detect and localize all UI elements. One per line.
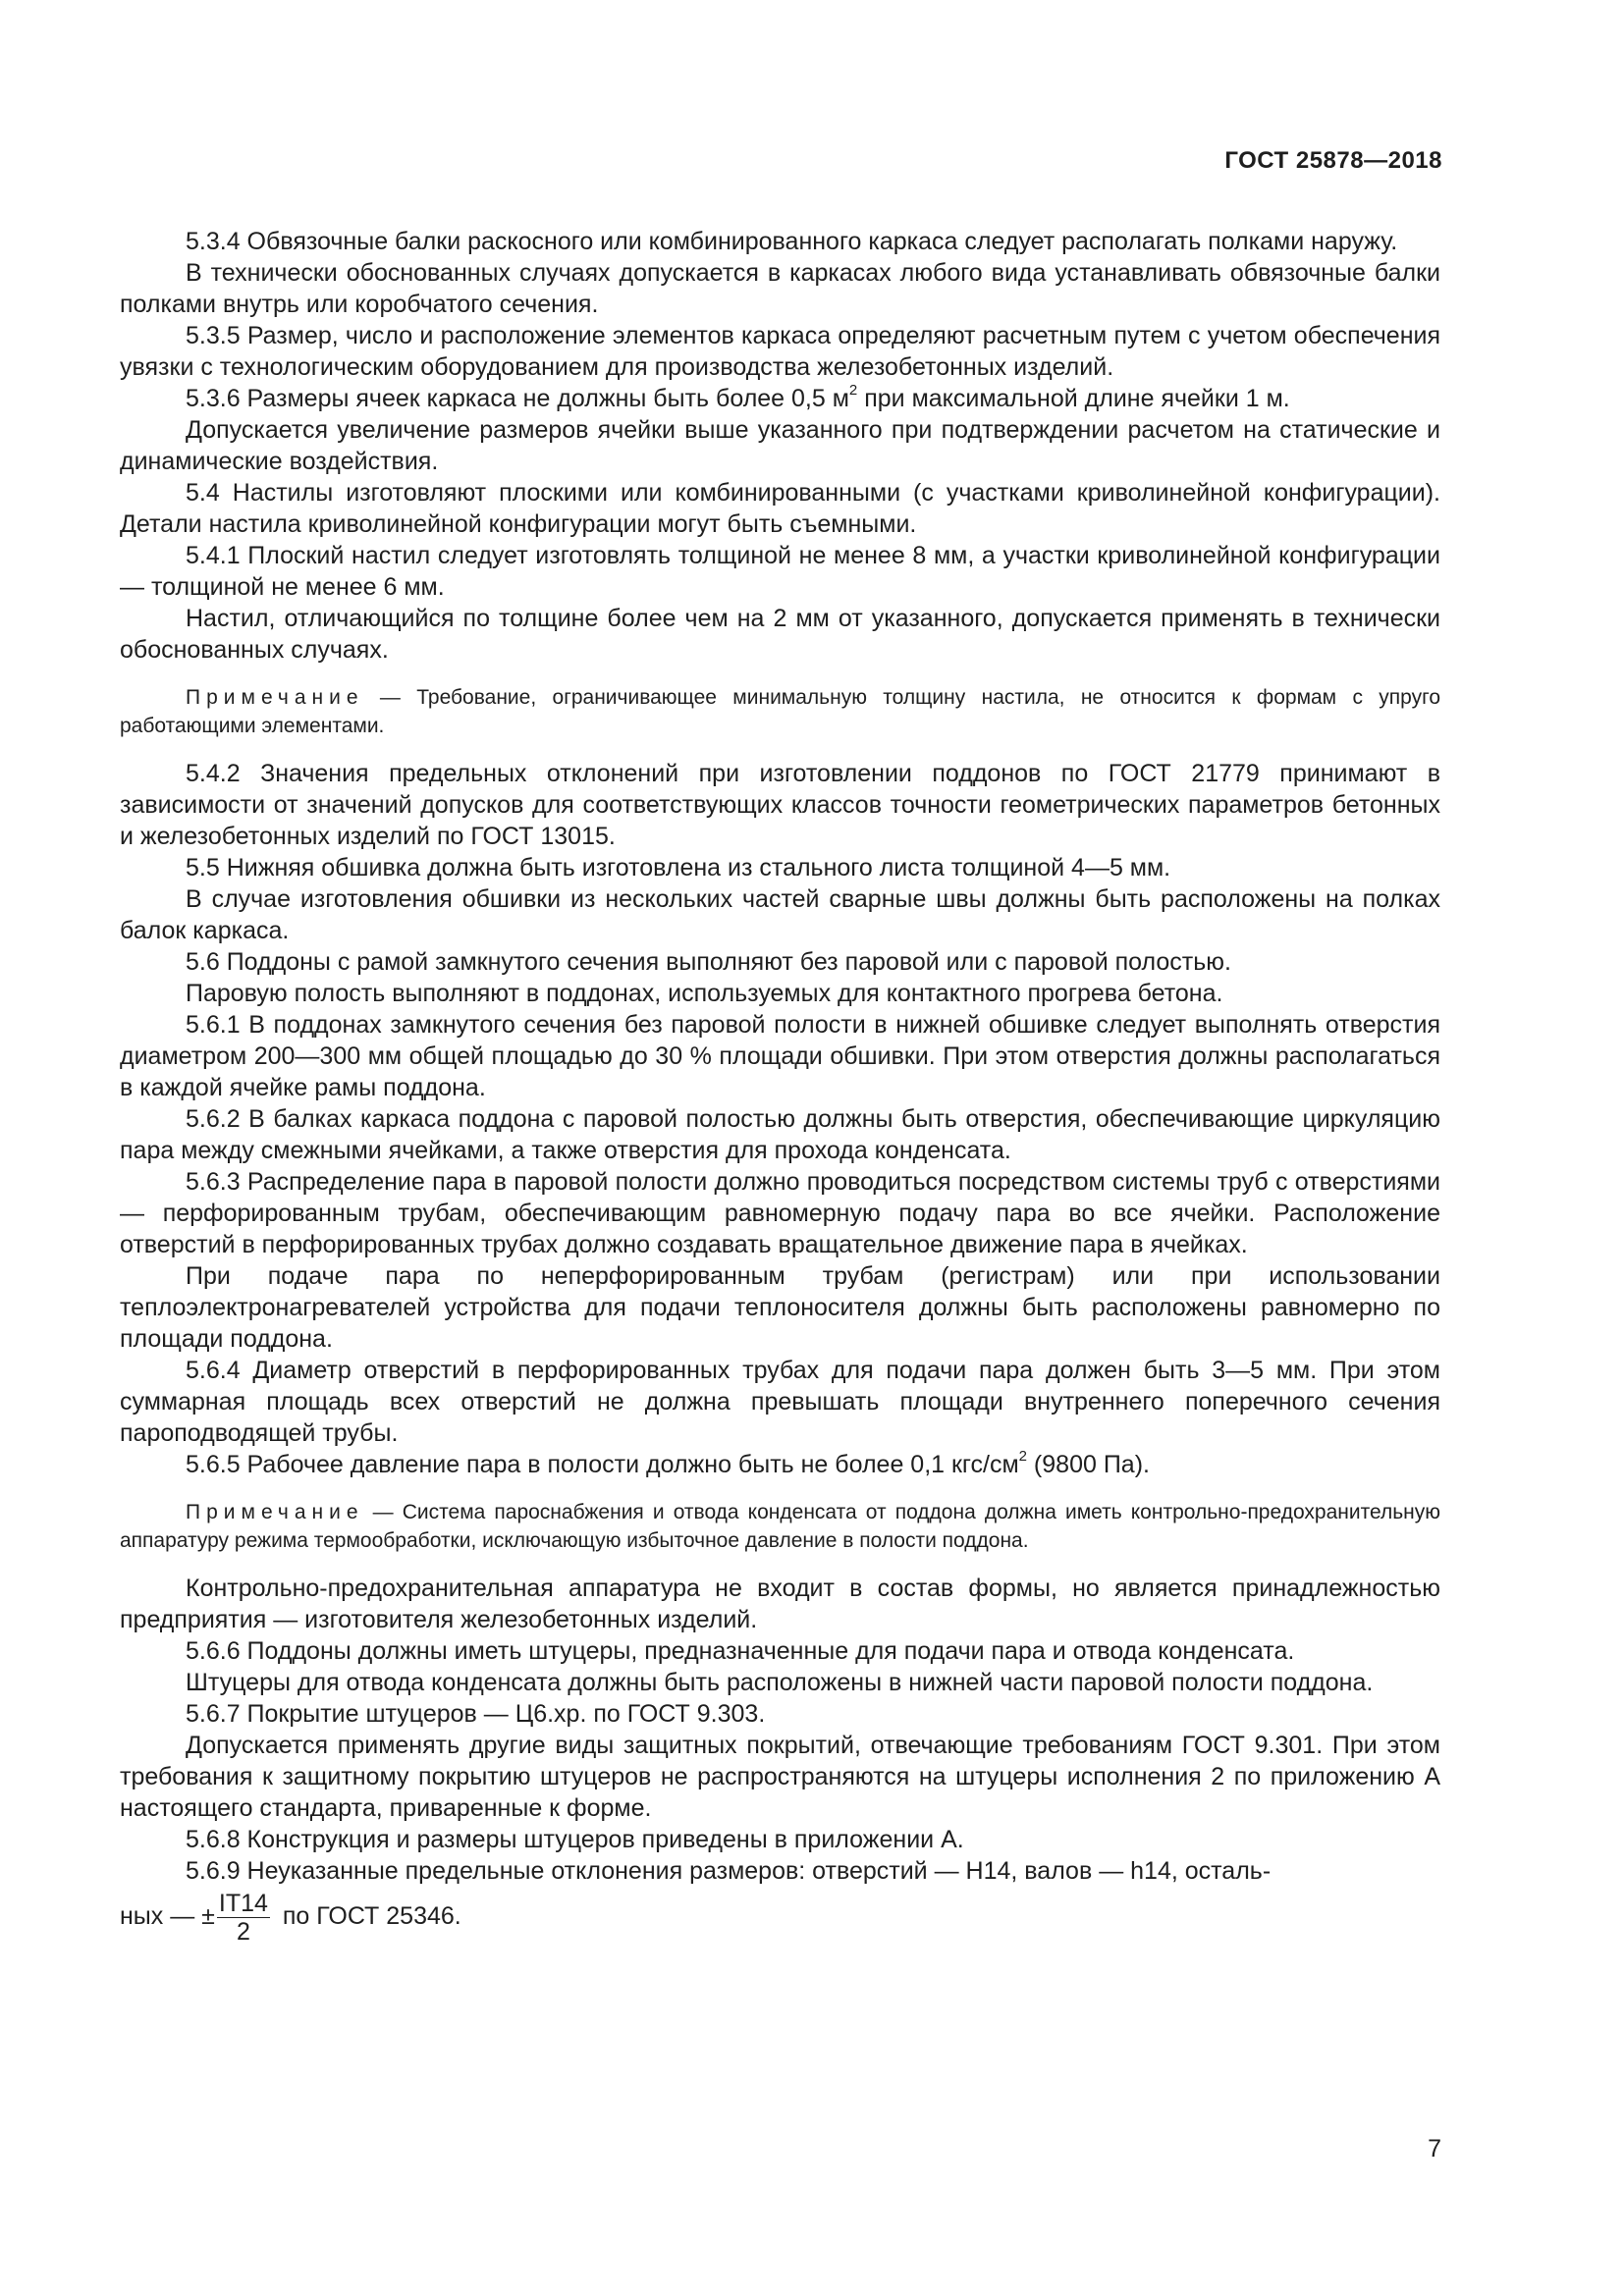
note-text: — Система пароснабжения и отвода конденсата от поддона должна иметь контрольно-предохранительную аппаратуру режима термообработки, исключающую избыточное давление в полости поддона. [120, 1501, 1440, 1552]
paragraph: В случае изготовления обшивки из нескольких частей сварные швы должны быть расположены на полках балок каркаса. [120, 885, 1440, 944]
fraction [217, 1890, 270, 1946]
paragraph-5-6-4: 5.6.4 Диаметр отверстий в перфорированных трубах для подачи пара должен быть 3—5 мм. При этом суммарная площадь всех отверстий не должна превышать площади внутреннего поперечного сечения пароподводящей трубы. [120, 1357, 1440, 1447]
page-number: 7 [1428, 2135, 1441, 2163]
fraction-numerator: IT14 [218, 1889, 268, 1917]
paragraph-5-6-6: 5.6.6 Поддоны должны иметь штуцеры, предназначенные для подачи пара и отвода конденсата. [186, 1637, 1295, 1665]
note-text: — Требование, ограничивающее минимальную толщину настила, не относится к формам с упруго работающими элементами. [120, 686, 1440, 737]
paragraph: Допускается увеличение размеров ячейки выше указанного при подтверждении расчетом на статические и динамические воздействия. [120, 416, 1440, 475]
text: (9800 Па). [1026, 1451, 1150, 1478]
text: при максимальной длине ячейки 1 м. [857, 385, 1290, 412]
formula-line [120, 1887, 1440, 1946]
paragraph: Настил, отличающийся по толщине более чем на 2 мм от указанного, допускается применять в технически обоснованных случаях. [120, 605, 1440, 664]
paragraph-5-6: 5.6 Поддоны с рамой замкнутого сечения выполняют без паровой или с паровой полостью. [186, 948, 1231, 976]
paragraph-5-3-5: 5.3.5 Размер, число и расположение элементов каркаса определяют расчетным путем с учетом обеспечения увязки с технологическим оборудованием для производства железобетонных изделий. [120, 322, 1440, 381]
paragraph: При подаче пара по неперфорированным трубам (регистрам) или при использовании теплоэлектронагревателей устройства для подачи теплоносителя должны быть расположены равномерно по площади поддона. [120, 1262, 1440, 1353]
document-header: ГОСТ 25878—2018 [1224, 147, 1442, 174]
paragraph-5-3-4: 5.3.4 Обвязочные балки раскосного или комбинированного каркаса следует располагать полками наружу. [186, 228, 1398, 255]
paragraph-5-6-1: 5.6.1 В поддонах замкнутого сечения без паровой полости в нижней обшивке следует выполнять отверстия диаметром 200—300 мм общей площадью до 30 % площади обшивки. При этом отверстия должны располагаться в каждой ячейке рамы поддона. [120, 1011, 1440, 1101]
paragraph: Паровую полость выполняют в поддонах, используемых для контактного прогрева бетона. [186, 980, 1223, 1007]
paragraph-5-5: 5.5 Нижняя обшивка должна быть изготовлена из стального листа толщиной 4—5 мм. [186, 854, 1171, 881]
note [120, 683, 1440, 740]
paragraph-5-4-1: 5.4.1 Плоский настил следует изготовлять толщиной не менее 8 мм, а участки криволинейной конфигурации — толщиной не менее 6 мм. [120, 542, 1440, 601]
paragraph-5-6-3: 5.6.3 Распределение пара в паровой полости должно проводиться посредством системы труб с отверстиями — перфорированным трубам, обеспечивающим равномерную подачу пара во все ячейки. Расположение отверстий в перфорированных трубах должно создавать вращательное движение пара в ячейках. [120, 1168, 1440, 1258]
note-label: Примечание [186, 686, 364, 709]
paragraph-5-6-2: 5.6.2 В балках каркаса поддона с паровой полостью должны быть отверстия, обеспечивающие циркуляцию пара между смежными ячейками, а также отверстия для прохода конденсата. [120, 1105, 1440, 1164]
paragraph-5-4: 5.4 Настилы изготовляют плоскими или комбинированными (с участками криволинейной конфигурации). Детали настила криволинейной конфигурации могут быть съемными. [120, 479, 1440, 538]
paragraph: Допускается применять другие виды защитных покрытий, отвечающие требованиям ГОСТ 9.301. При этом требования к защитному покрытию штуцеров не распространяются на штуцеры исполнения 2 по приложению А настоящего стандарта, приваренные к форме. [120, 1732, 1440, 1822]
fraction-denominator: 2 [236, 1917, 250, 1946]
paragraph: Штуцеры для отвода конденсата должны быть расположены в нижней части паровой полости поддона. [186, 1669, 1374, 1696]
paragraph-5-6-9: 5.6.9 Неуказанные предельные отклонения размеров: отверстий — H14, валов — h14, осталь- [186, 1857, 1272, 1885]
paragraph-5-4-2: 5.4.2 Значения предельных отклонений при изготовлении поддонов по ГОСТ 21779 принимают в зависимости от значений допусков для соответствующих классов точности геометрических параметров бетонных и железобетонных изделий по ГОСТ 13015. [120, 760, 1440, 850]
paragraph: Контрольно-предохранительная аппаратура не входит в состав формы, но является принадлежностью предприятия — изготовителя железобетонных изделий. [120, 1575, 1440, 1633]
paragraph: В технически обоснованных случаях допускается в каркасах любого вида устанавливать обвязочные балки полками внутрь или коробчатого сечения. [120, 259, 1440, 318]
paragraph-5-6-8: 5.6.8 Конструкция и размеры штуцеров приведены в приложении А. [186, 1826, 964, 1853]
paragraph-5-6-7: 5.6.7 Покрытие штуцеров — Ц6.хр. по ГОСТ 9.303. [186, 1700, 766, 1728]
paragraph-5-6-5 [120, 1449, 1440, 1480]
note [120, 1498, 1440, 1555]
text: по ГОСТ 25346. [275, 1902, 461, 1930]
text: 5.6.5 Рабочее давление пара в полости должно быть не более 0,1 кгс/см [186, 1451, 1019, 1478]
superscript: 2 [848, 382, 858, 399]
note-label: Примечание [186, 1501, 364, 1523]
text: ных — ± [120, 1902, 215, 1930]
superscript: 2 [1018, 1448, 1027, 1465]
document-body [120, 226, 1440, 1946]
paragraph-5-3-6 [120, 383, 1440, 414]
text: 5.3.6 Размеры ячеек каркаса не должны быть более 0,5 м [186, 385, 849, 412]
